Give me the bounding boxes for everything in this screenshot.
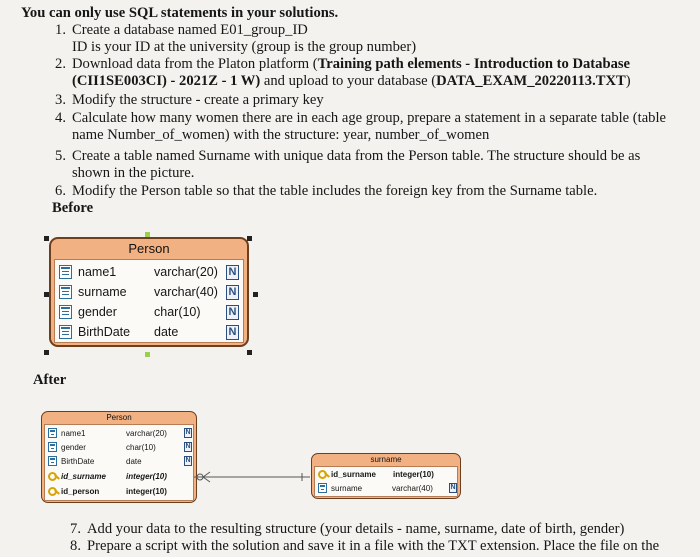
column-row[interactable]: [45, 454, 193, 468]
column-row[interactable]: [45, 484, 193, 498]
column-name: surname: [331, 483, 363, 493]
task-3: 3. Modify the structure - create a primary key: [55, 92, 324, 108]
column-name: name1: [61, 428, 86, 438]
task-1-line-2: ID is your ID at the university (group is the group number): [72, 39, 417, 55]
column-name: surname: [78, 285, 127, 299]
assignment-header: You can only use SQL statements in your solutions.: [21, 5, 339, 21]
task-4: 4. Calculate how many women there are in each age group, prepare a statement in a separate table (table: [55, 110, 667, 126]
not-null-badge: N: [226, 285, 239, 300]
selection-handle: [247, 350, 252, 355]
after-person-entity[interactable]: [41, 411, 197, 503]
entity-title: Person: [128, 241, 170, 256]
column-type: varchar(20): [126, 428, 167, 438]
entity-columns: [314, 466, 458, 497]
task-5-line-2: shown in the picture.: [72, 165, 195, 181]
column-name: id_person: [61, 486, 100, 496]
column-type: varchar(20): [154, 265, 218, 279]
entity-title: Person: [106, 413, 132, 422]
column-icon: [318, 483, 327, 493]
column-icon: [59, 265, 72, 279]
column-row[interactable]: [315, 467, 457, 481]
not-null-badge: N: [185, 457, 191, 464]
after-label: After: [33, 372, 67, 388]
entity-columns: [44, 424, 194, 501]
column-name: gender: [78, 305, 117, 319]
selection-handle: [145, 352, 150, 357]
column-icon: [59, 305, 72, 319]
task-8: 8. Prepare a script with the solution and save it in a file with the TXT extension. Place the file on the: [70, 538, 660, 554]
column-row[interactable]: [55, 262, 243, 282]
column-row[interactable]: [315, 481, 457, 495]
task-6: 6. Modify the Person table so that the table includes the foreign key from the Surname table.: [55, 183, 598, 199]
column-row[interactable]: [55, 282, 243, 302]
column-type: char(10): [126, 442, 156, 452]
column-name: gender: [61, 442, 86, 452]
task-7: 7. Add your data to the resulting structure (your details - name, surname, date of birth, gender): [70, 521, 625, 537]
column-row[interactable]: [45, 440, 193, 454]
column-name: BirthDate: [61, 456, 95, 466]
selection-handle: [253, 292, 258, 297]
selection-handle: [247, 236, 252, 241]
relationship-connector[interactable]: [190, 470, 312, 484]
not-null-badge: N: [185, 429, 191, 436]
after-surname-entity[interactable]: [311, 453, 461, 499]
not-null-badge: N: [185, 443, 191, 450]
column-icon: [48, 456, 57, 466]
entity-columns: [54, 259, 244, 343]
primary-key-icon: [318, 469, 328, 479]
column-type: integer(10): [126, 486, 167, 496]
not-null-badge: N: [450, 484, 456, 491]
column-row[interactable]: [55, 322, 243, 342]
column-icon: [59, 325, 72, 339]
before-label: Before: [52, 200, 94, 216]
not-null-badge: N: [226, 265, 239, 280]
column-row[interactable]: [45, 426, 193, 440]
column-icon: [59, 285, 72, 299]
crowfoot-marker: [203, 477, 210, 482]
column-type: integer(10): [393, 469, 434, 479]
column-icon: [48, 428, 57, 438]
column-type: varchar(40): [391, 483, 433, 493]
task-2-line-2: (CII1SE003CI) - 2021Z - 1 W) and upload to your database (DATA_EXAM_20220113.TXT): [72, 73, 631, 89]
selection-handle: [44, 236, 49, 241]
column-type: varchar(40): [154, 285, 218, 299]
before-person-entity[interactable]: [49, 237, 249, 347]
column-row[interactable]: [55, 302, 243, 322]
column-name: name1: [78, 265, 117, 279]
column-name: BirthDate: [78, 325, 131, 339]
column-name: id_surname: [331, 469, 376, 479]
entity-title: surname: [370, 455, 402, 464]
foreign-key-icon: [48, 471, 58, 481]
task-2: 2. Download data from the Platon platform (Training path elements - Introduction to Database: [55, 56, 631, 72]
primary-key-icon: [48, 486, 58, 496]
task-5: 5. Create a table named Surname with unique data from the Person table. The structure should be as: [55, 148, 641, 164]
selection-handle: [44, 350, 49, 355]
column-name: id_surname: [61, 471, 106, 481]
column-type: integer(10): [126, 471, 167, 481]
not-null-badge: N: [226, 305, 239, 320]
column-type: date: [126, 456, 142, 466]
column-type: date: [154, 325, 179, 339]
task-1: 1. Create a database named E01_group_ID: [55, 22, 308, 38]
task-4-line-2: name Number_of_women) with the structure: year, number_of_women: [72, 127, 490, 143]
column-row[interactable]: [45, 469, 193, 483]
crowfoot-marker: [203, 472, 210, 477]
column-type: char(10): [154, 305, 201, 319]
not-null-badge: N: [226, 325, 239, 340]
column-icon: [48, 442, 57, 452]
